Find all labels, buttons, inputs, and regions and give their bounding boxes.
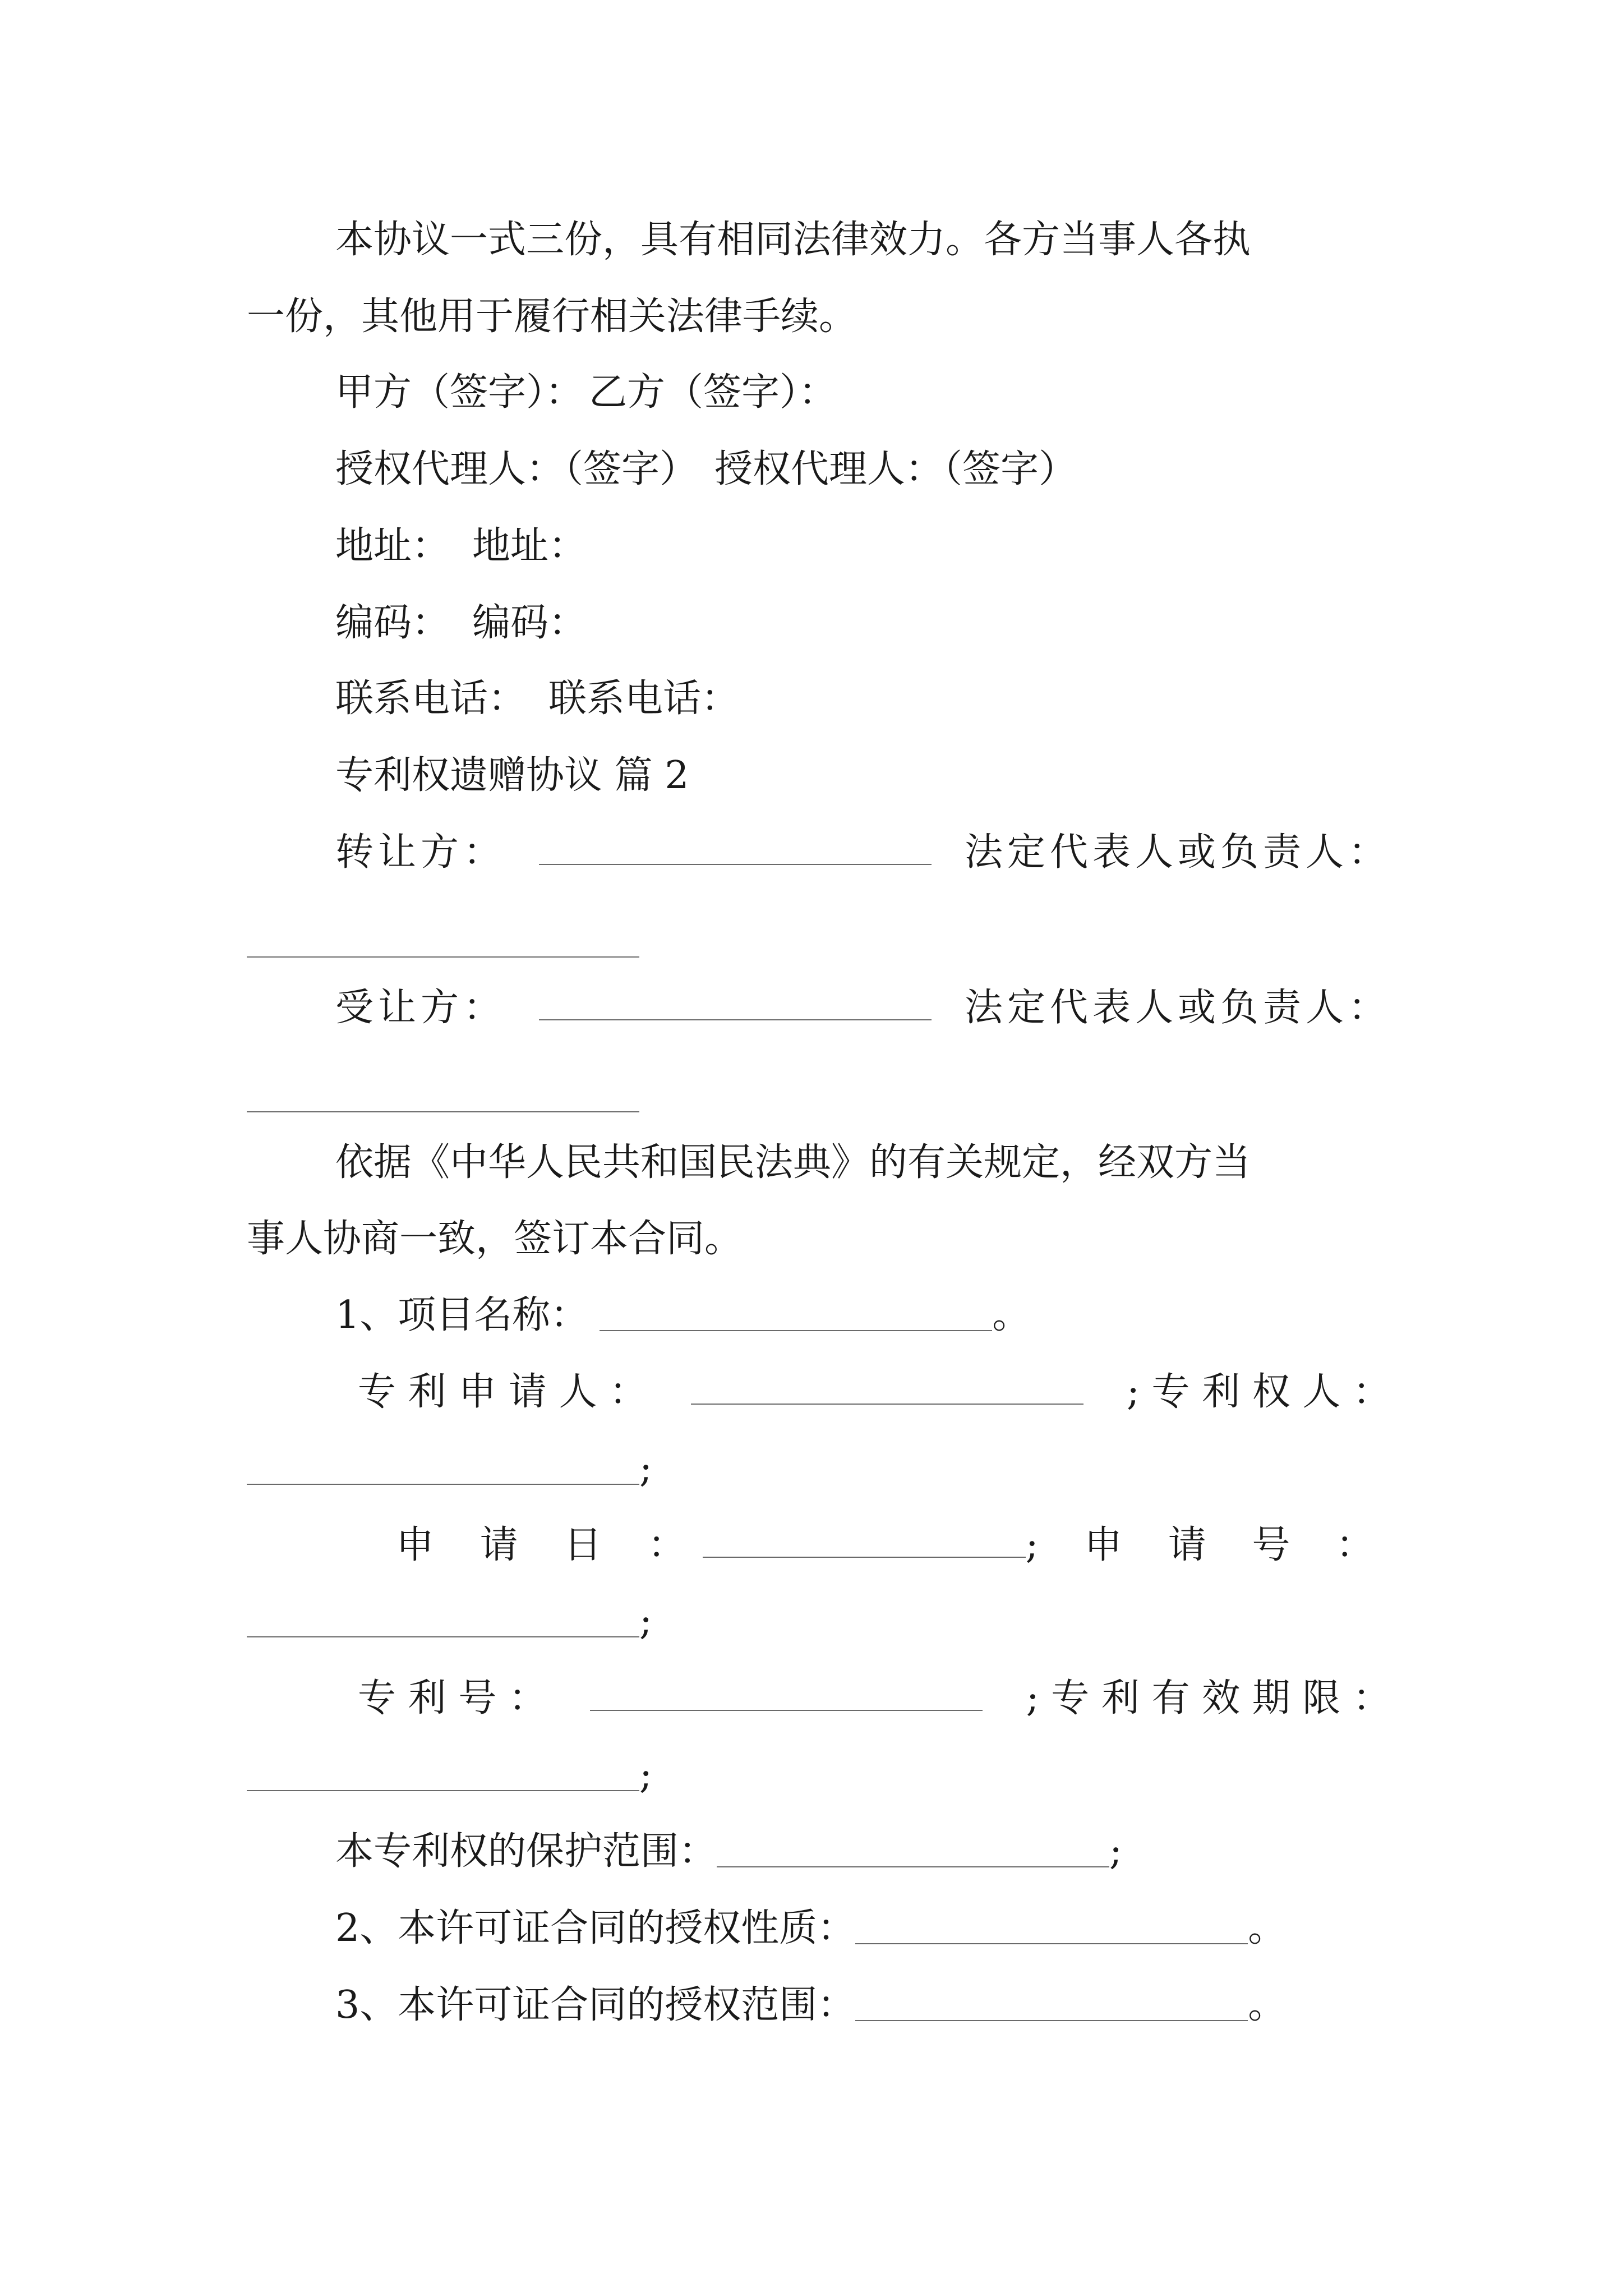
transferee-blank[interactable]: [539, 986, 932, 1020]
apply-date-label: 申 请 日 ：: [396, 1523, 703, 1567]
legal-rep-2-blank-line: [247, 1075, 1391, 1125]
validity-blank-line: [247, 1750, 1391, 1801]
item1-label: 1、项目名称：: [335, 1293, 589, 1337]
item3-line: [335, 1980, 1479, 2031]
semicolon: ;: [639, 1447, 652, 1491]
patentee-blank[interactable]: [247, 1450, 639, 1485]
transferee-label: 受让方：: [335, 986, 506, 1030]
apply-no-label: ; 申 请 号 ：: [1025, 1523, 1391, 1567]
legal-rep-blank[interactable]: [247, 923, 639, 958]
applicant-label: 专 利 申 请 人 ：: [358, 1370, 648, 1414]
apply-date-blank[interactable]: [703, 1523, 1026, 1558]
party-b-signature-label: 乙方（签字）：: [589, 370, 837, 415]
project-name-blank[interactable]: [600, 1296, 992, 1331]
item2-line: [335, 1903, 1479, 1954]
applicant-blank[interactable]: [691, 1370, 1083, 1405]
legal-rep-label-2: 法定代表人或负责人：: [964, 986, 1391, 1030]
transferor-label: 转让方：: [335, 830, 506, 875]
scope-line: [335, 1826, 1479, 1877]
party-a-agent-label: 授权代理人：（签字）: [335, 447, 698, 491]
phone-line: [335, 674, 1479, 724]
party-a-signature-label: 甲方（签字）：: [335, 370, 584, 415]
validity-blank[interactable]: [247, 1756, 639, 1791]
text: 事人协商一致，签订本合同。: [247, 1217, 743, 1261]
paragraph-copies-line-1: [335, 215, 1479, 265]
license-nature-blank[interactable]: [855, 1910, 1248, 1944]
agent-signature-line: [335, 444, 1479, 495]
applicant-line: [358, 1367, 1391, 1418]
period: 。: [992, 1293, 1031, 1337]
period: 。: [1248, 1906, 1287, 1950]
party-b-agent-label: 授权代理人：（签字）: [714, 447, 1077, 491]
postal-code-line: [335, 598, 1479, 648]
application-line: [396, 1520, 1391, 1571]
semicolon: ;: [639, 1599, 652, 1644]
transferor-blank[interactable]: [539, 830, 932, 865]
patent-no-label: 专 利 号 ：: [358, 1676, 547, 1720]
patent-no-blank[interactable]: [590, 1676, 983, 1711]
patentee-blank-line: [247, 1444, 1391, 1494]
party-b-code-label: 编码：: [472, 601, 587, 645]
scope-blank[interactable]: [717, 1833, 1109, 1867]
text: 依据《中华人民共和国民法典》的有关规定，经双方当: [335, 1140, 1251, 1185]
item1-line: [335, 1290, 1479, 1341]
legal-rep-2-blank[interactable]: [247, 1078, 639, 1112]
party-b-phone-label: 联系电话：: [548, 677, 740, 721]
basis-line-1: [335, 1138, 1479, 1188]
item3-label: 3、本许可证合同的授权范围：: [335, 1983, 856, 2027]
text: 本协议一式三份，具有相同法律效力。各方当事人各执: [335, 218, 1251, 262]
legal-rep-label: 法定代表人或负责人：: [964, 830, 1391, 875]
item2-label: 2、本许可证合同的授权性质：: [335, 1906, 856, 1950]
text: 一份，其他用于履行相关法律手续。: [247, 295, 857, 339]
period: 。: [1248, 1983, 1287, 2027]
patentee-label: ; 专 利 权 人 ：: [1126, 1370, 1391, 1414]
party-a-address-label: 地址：: [335, 524, 450, 568]
signature-line: [335, 367, 1479, 418]
party-a-code-label: 编码：: [335, 601, 450, 645]
apply-no-blank-line: [247, 1596, 1391, 1647]
party-b-address-label: 地址：: [472, 524, 587, 568]
legal-rep-blank-line: [247, 920, 1391, 970]
basis-line-2: [247, 1214, 1391, 1264]
section-title: [335, 751, 1479, 801]
semicolon: ;: [639, 1753, 652, 1797]
scope-label: 本专利权的保护范围：: [335, 1829, 717, 1874]
license-scope-blank[interactable]: [855, 1986, 1248, 2021]
semicolon: ;: [1109, 1829, 1122, 1874]
party-a-phone-label: 联系电话：: [335, 677, 527, 721]
patent-number-line: [358, 1673, 1391, 1724]
transferee-line: [335, 983, 1391, 1033]
apply-no-blank[interactable]: [247, 1603, 639, 1637]
validity-label: ; 专 利 有 效 期 限 ：: [1026, 1676, 1391, 1720]
address-line: [335, 521, 1479, 572]
transferor-line: [335, 827, 1391, 878]
section-title-text: 专利权遗赠协议 篇 2: [335, 753, 689, 798]
paragraph-copies-line-2: [247, 292, 1391, 342]
